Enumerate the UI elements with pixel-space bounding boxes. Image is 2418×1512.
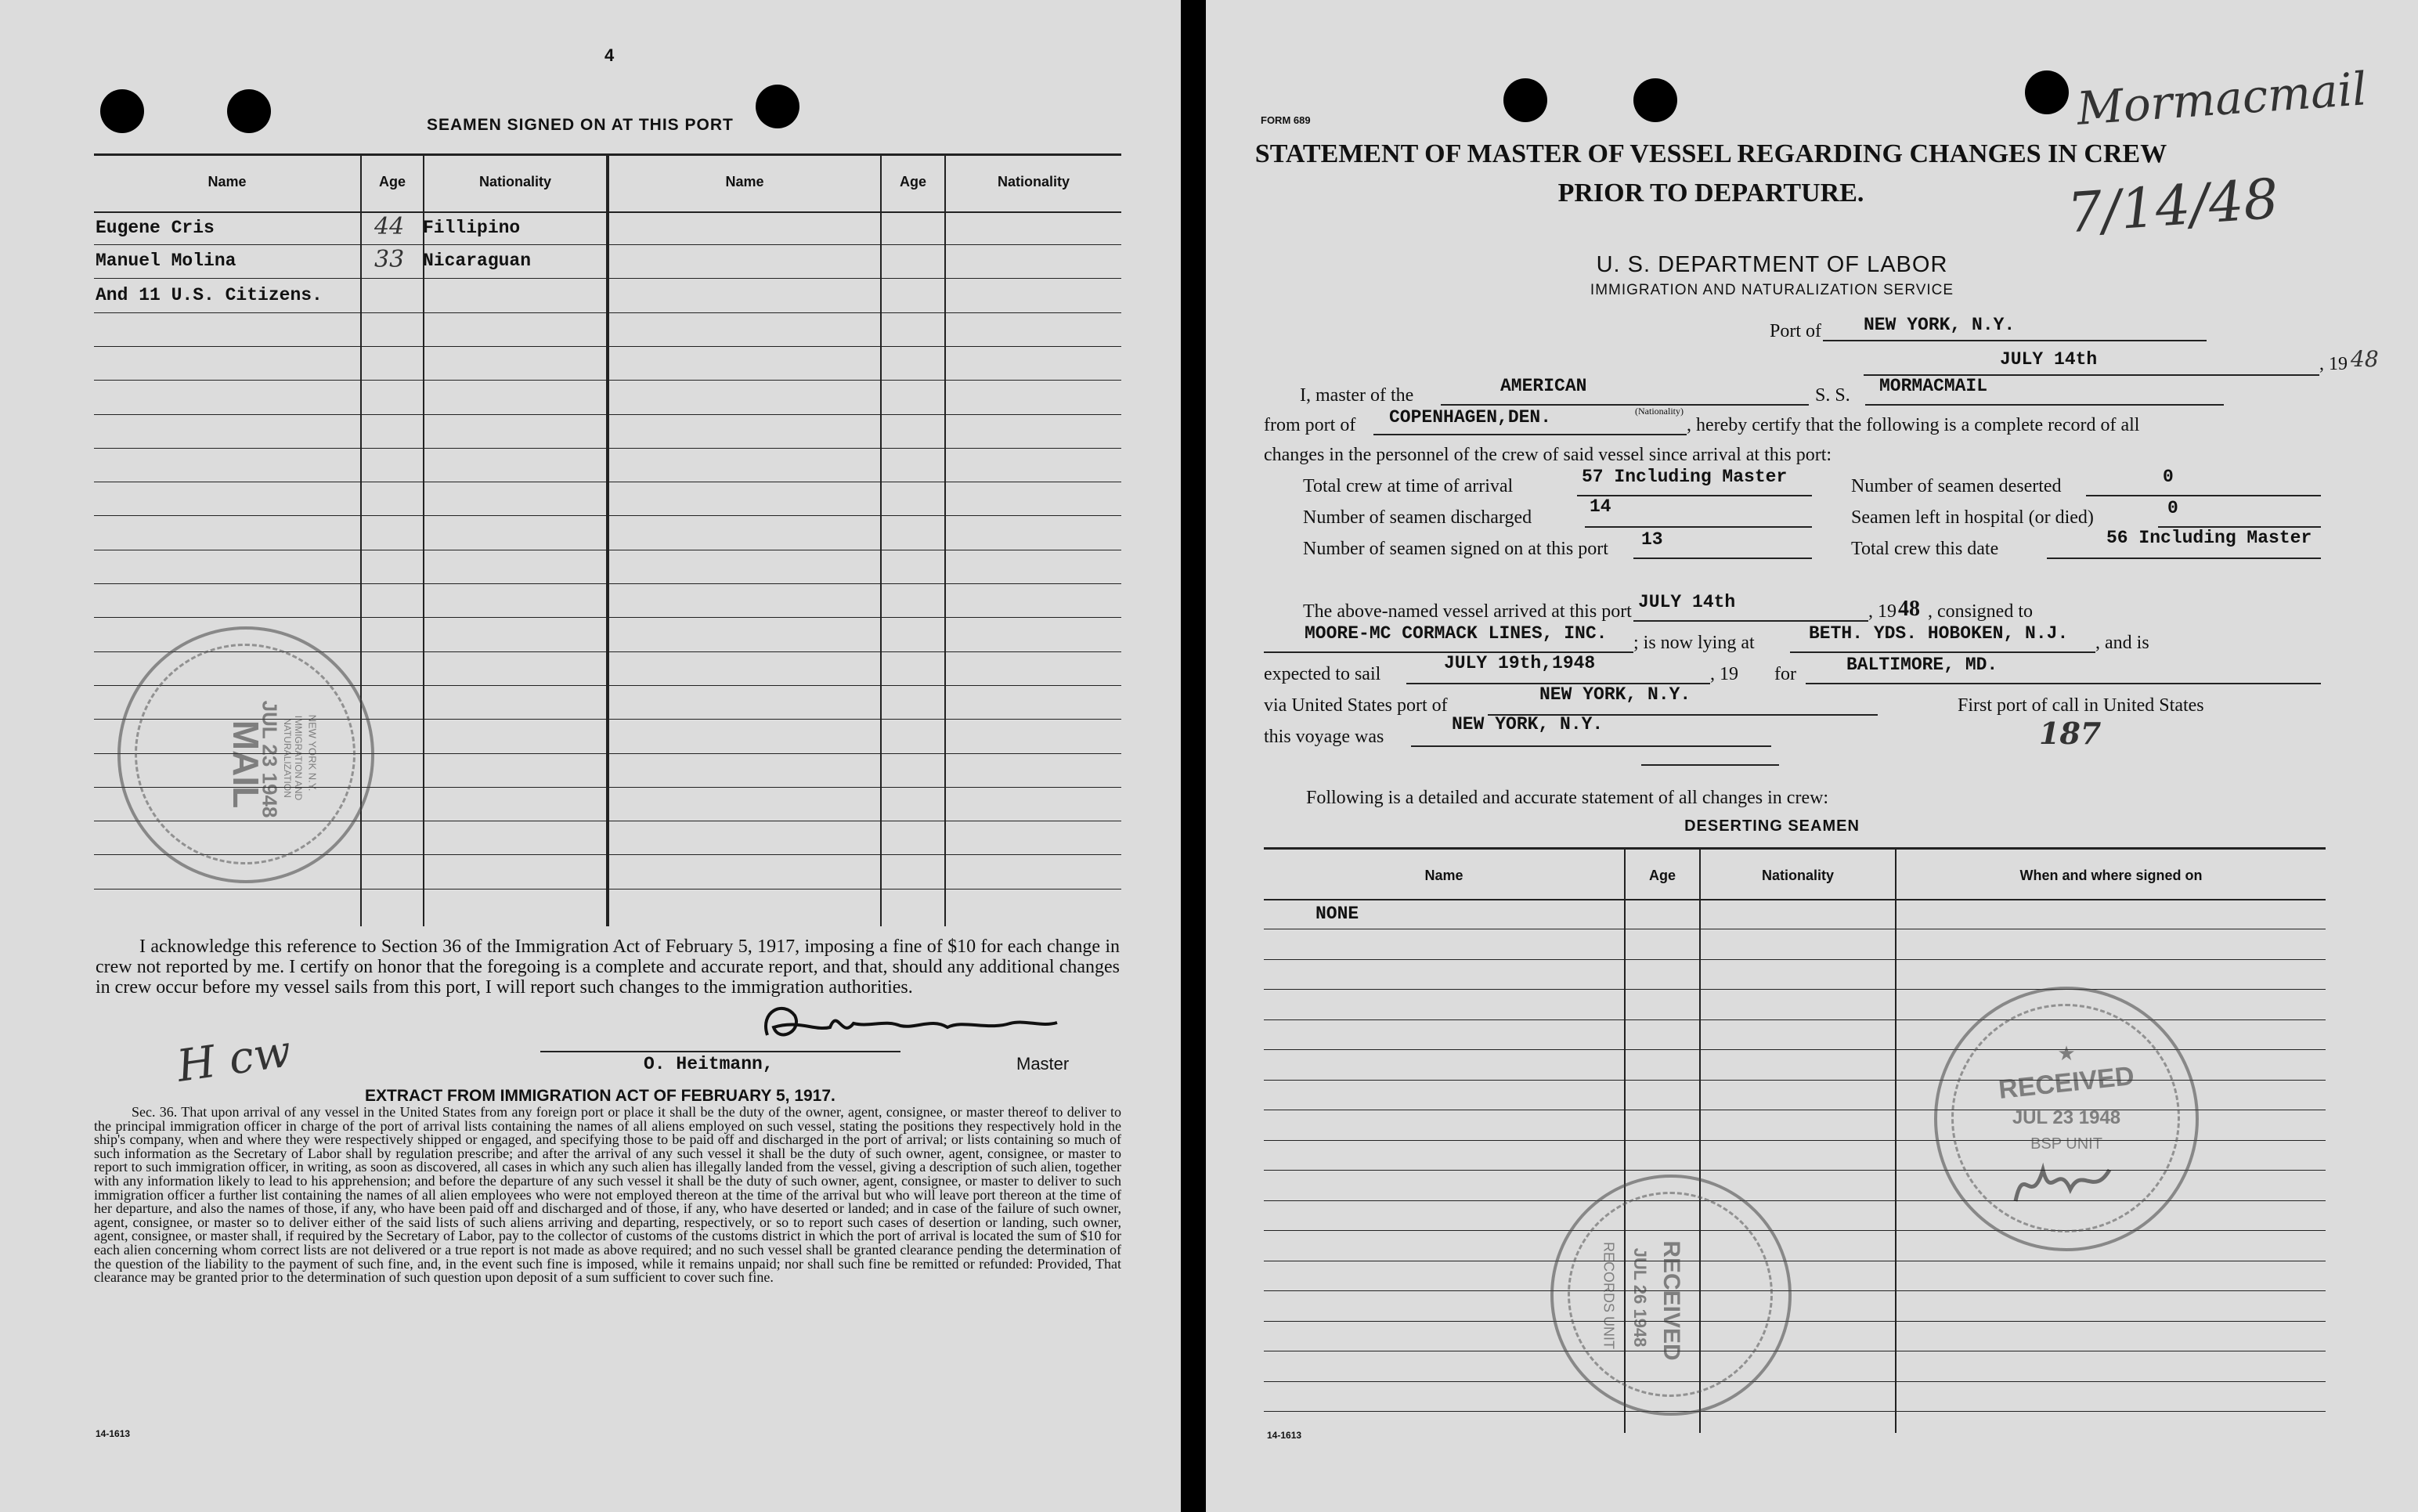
seaman-nationality: Fillipino — [423, 218, 521, 238]
from-port-label: from port of — [1264, 415, 1356, 435]
table-rule — [1264, 959, 2326, 960]
acknowledgement-text: I acknowledge this reference to Section 36 of the Immigration Act of February 5, 1917, imposing a fine of $10 for each change in crew not reported by me. I certify on honor that the foregoing is a complete and accurate report, and that, should any additional changes in crew occur before my vessel sails from this port, I will report such changes to the immigration authorities. — [96, 936, 1120, 998]
seaman-age: 44 — [374, 213, 405, 240]
extract-title: EXTRACT FROM IMMIGRATION ACT OF FEBRUARY 5, 1917. — [365, 1087, 835, 1105]
deserting-title: DESERTING SEAMEN — [1684, 817, 1860, 835]
mail-stamp-agency: IMMIGRATION AND NATURALIZATION — [282, 715, 304, 801]
seaman-nationality: Nicaraguan — [423, 251, 532, 271]
col-header-signed-on: When and where signed on — [2019, 868, 2203, 883]
punch-hole — [756, 85, 799, 128]
col-header-age-2: Age — [899, 174, 926, 189]
arrival-year-prefix: , 19 — [1868, 601, 1897, 622]
received-stamp-date: JUL 23 1948 — [2012, 1107, 2121, 1128]
left-table-title: SEAMEN SIGNED ON AT THIS PORT — [427, 116, 734, 134]
signature-line — [540, 1051, 900, 1052]
table-rule — [1264, 1019, 2326, 1020]
form-title: STATEMENT OF MASTER OF VESSEL REGARDING CHANGES IN CREW — [1254, 139, 2167, 168]
via-label: via United States port of — [1264, 695, 1448, 716]
punch-hole — [2025, 70, 2069, 114]
received-stamp-text: RECEIVED — [1997, 1061, 2136, 1105]
signed-on-value: 13 — [1641, 529, 1663, 550]
records-stamp-text: RECEIVED — [1658, 1240, 1684, 1361]
page-number: 4 — [604, 45, 615, 65]
separator — [1641, 764, 1779, 766]
mail-stamp-text: MAIL — [226, 720, 266, 809]
punch-hole — [227, 89, 271, 133]
discharged-field — [1585, 500, 1812, 528]
table-rule — [1264, 1381, 2326, 1382]
deserting-table-header-rule — [1264, 899, 2326, 900]
table-rule — [1264, 1230, 2326, 1231]
port-of-label: Port of — [1770, 321, 1821, 341]
changes-text: changes in the personnel of the crew of said vessel since arrival at this port: — [1264, 445, 1832, 465]
seaman-name: And 11 U.S. Citizens. — [96, 285, 323, 305]
vessel-value: MORMACMAIL — [1879, 376, 1988, 396]
nineteen-label: , 19 — [1710, 664, 1738, 684]
deserted-value: 0 — [2163, 467, 2174, 487]
certify-text: , hereby certify that the following is a complete record of all — [1687, 415, 2140, 435]
signed-on-label: Number of seamen signed on at this port — [1303, 539, 1608, 559]
col-header-age: Age — [1648, 868, 1676, 883]
col-header-nationality-2: Nationality — [997, 174, 1070, 189]
table-rule — [1264, 1321, 2326, 1322]
date-value: JULY 14th — [2000, 349, 2098, 370]
port-value: NEW YORK, N.Y. — [1864, 315, 2016, 335]
mail-stamp — [117, 626, 374, 883]
department-name: U. S. DEPARTMENT OF LABOR — [1596, 252, 1948, 277]
records-stamp-unit: RECORDS UNIT — [1601, 1241, 1617, 1349]
left-page — [0, 0, 1181, 1512]
nationality-hint: (Nationality) — [1635, 406, 1684, 417]
discharged-value: 14 — [1590, 496, 1611, 517]
table-rule — [1264, 989, 2326, 990]
table-col-divider — [1895, 849, 1897, 1433]
lying-label: ; is now lying at — [1633, 633, 1755, 653]
col-header-name: Name — [1424, 868, 1463, 883]
deserted-label: Number of seamen deserted — [1851, 476, 2062, 496]
first-port-label: First port of call in United States — [1958, 695, 2204, 716]
seaman-age: 33 — [374, 246, 405, 273]
deserted-field — [2086, 468, 2321, 496]
deserting-table-top — [1264, 847, 2326, 850]
extract-text: Sec. 36. That upon arrival of any vessel in the United States from any foreign port or place it shall be the duty of the owner, agent, consignee, or master thereof to deliver to the principal immigration officer in charge of the port of arrival lists containing the names of all aliens employed on such vessel, stating the positions they respectively hold in the ship's company, when and where they were respectively shipped or engaged, and specifying those to be paid off and discharged in the port of arrival; or lists containing so much of such information as the Secretary of Labor shall by regulation prescribe; and after the arrival of any such vessel it shall be the duty of such owner, agent, consignee, or master to report to such immigration officer, in writing, as soon as discovered, all cases in which any such alien has illegally landed from the vessel, giving a description of such alien, together with any information likely to lead to his apprehension; and before the departure of any such vessel it shall be the duty of such owner, agent, consignee, or master to deliver to such immigration officer a further list containing the names of all alien employees who were not employed thereon at the time of the arrival but who will leave port thereon at the time of her departure, and also the names of those, if any, who have been paid off and discharged and of those, if any, who have deserted or landed; and in case of the failure of such owner, agent, consignee, or master so to deliver either of the said lists of such aliens arriving and departing, respectively, or so to report such cases of desertion or landing, such owner, agent, consignee, or master shall, if required by the Secretary of Labor, pay to the collector of customs of the customs district in which the port of arrival is located the sum of $10 for each alien concerning whom correct lists are not delivered or a true report is not made as above required; and no such vessel shall be granted clearance pending the determination of the question of the liability to the payment of such fine, and, in the event such fine is imposed, while it remains unpaid; nor shall such fine be remitted or refunded: Provided, That clearance may be granted prior to the determination of such question upon deposit of a sum sufficient to cover such fine. — [94, 1104, 1121, 1286]
master-signature — [752, 996, 1065, 1051]
service-name: IMMIGRATION AND NATURALIZATION SERVICE — [1590, 282, 1954, 298]
master-of-label: I, master of the — [1300, 385, 1414, 406]
hospital-label: Seamen left in hospital (or died) — [1851, 507, 2094, 528]
seaman-name: Eugene Cris — [96, 218, 215, 238]
punch-hole — [1633, 78, 1677, 122]
from-port-value: COPENHAGEN,DEN. — [1389, 407, 1552, 428]
handwritten-number: 187 — [2039, 716, 2102, 751]
table-col-divider — [880, 155, 882, 926]
handwritten-vessel-name: Mormacmail — [2075, 62, 2369, 135]
consigned-label: , consigned to — [1928, 601, 2033, 622]
total-arrival-label: Total crew at time of arrival — [1303, 476, 1514, 496]
discharged-label: Number of seamen discharged — [1303, 507, 1532, 528]
seaman-name: Manuel Molina — [96, 251, 236, 271]
form-code: 14-1613 — [1267, 1430, 1302, 1441]
lying-value: BETH. YDS. HOBOKEN, N.J. — [1809, 623, 2069, 644]
handwritten-date: 7/14/48 — [2065, 166, 2281, 246]
col-header-name: Name — [208, 174, 247, 189]
table-col-divider — [944, 155, 946, 926]
arrival-date-value: JULY 14th — [1638, 592, 1736, 612]
received-stamp-unit: BSP UNIT — [2030, 1135, 2102, 1153]
master-name: O. Heitmann, — [644, 1054, 774, 1074]
form-subtitle: PRIOR TO DEPARTURE. — [1557, 179, 1864, 207]
mail-stamp-city: NEW YORK N.Y. — [306, 714, 319, 792]
following-text: Following is a detailed and accurate statement of all changes in crew: — [1306, 788, 1829, 808]
form-code: 14-1613 — [96, 1428, 131, 1439]
form-number: FORM 689 — [1261, 114, 1311, 126]
punch-hole — [100, 89, 144, 133]
total-date-label: Total crew this date — [1851, 539, 1999, 559]
voyage-label: this voyage was — [1264, 727, 1384, 747]
handwritten-initials: H cw — [174, 1026, 294, 1092]
table-rule — [1264, 1290, 2326, 1291]
destination-value: BALTIMORE, MD. — [1846, 655, 1998, 675]
year-prefix: , 19 — [2319, 354, 2348, 374]
arrival-year-value: 48 — [1898, 597, 1920, 621]
consignee-value: MOORE-MC CORMACK LINES, INC. — [1305, 623, 1608, 644]
records-stamp-date: JUL 26 1948 — [1630, 1247, 1650, 1348]
mail-stamp-date: JUL 23 1948 — [258, 700, 282, 818]
table-rule — [1264, 1411, 2326, 1412]
expected-label: expected to sail — [1264, 664, 1381, 684]
total-date-value: 56 Including Master — [2106, 528, 2312, 548]
right-page — [1206, 0, 2418, 1512]
total-arrival-value: 57 Including Master — [1582, 467, 1788, 487]
col-header-age: Age — [378, 174, 406, 189]
received-stamp-initials — [2008, 1146, 2125, 1217]
col-header-nationality: Nationality — [1761, 868, 1834, 883]
master-title: Master — [1016, 1054, 1070, 1074]
for-label: for — [1774, 664, 1796, 684]
and-is-label: , and is — [2095, 633, 2149, 653]
deserting-entry: NONE — [1315, 904, 1359, 924]
nationality-field — [1441, 377, 1809, 406]
via-value: NEW YORK, N.Y. — [1539, 684, 1691, 705]
hospital-value: 0 — [2167, 498, 2178, 518]
hospital-field — [2158, 500, 2321, 528]
col-header-nationality: Nationality — [478, 174, 551, 189]
year-value: 48 — [2351, 346, 2379, 372]
table-col-divider — [606, 155, 609, 926]
nationality-value: AMERICAN — [1500, 376, 1587, 396]
arrived-label: The above-named vessel arrived at this port — [1303, 601, 1632, 622]
col-header-name-2: Name — [725, 174, 764, 189]
records-stamp — [1550, 1175, 1792, 1416]
received-stamp: ★ RECEIVED JUL 23 1948 BSP UNIT — [1934, 987, 2199, 1251]
first-port-value: NEW YORK, N.Y. — [1452, 714, 1604, 734]
sail-date-value: JULY 19th,1948 — [1444, 653, 1596, 673]
punch-hole — [1503, 78, 1547, 122]
ss-label: S. S. — [1815, 385, 1850, 406]
